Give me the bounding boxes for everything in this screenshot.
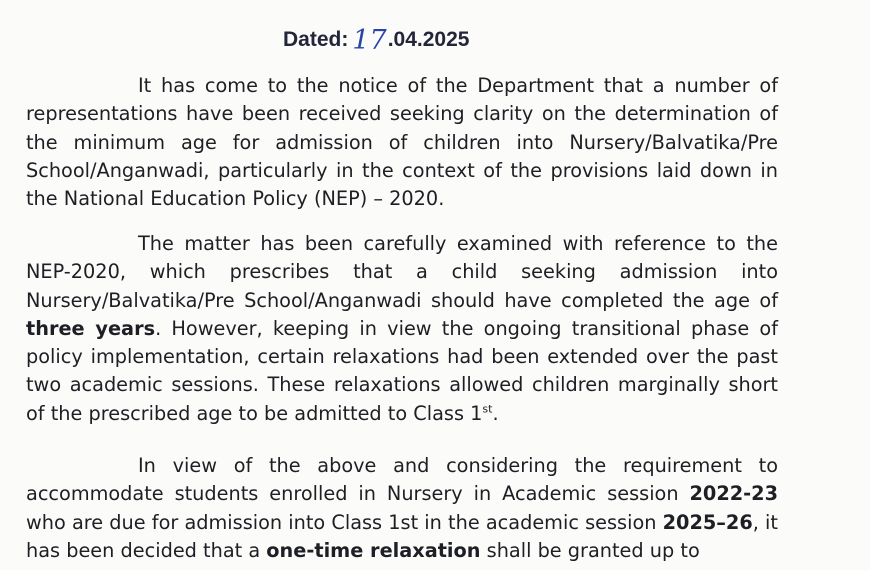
- paragraph3-bold-session-2022: 2022-23: [689, 482, 778, 506]
- date-line: [283, 22, 470, 56]
- paragraph2-part3: .: [492, 401, 499, 425]
- paragraph2-part1: The matter has been carefully examined with reference to the NEP-2020, which prescribes that a child seeking admission into Nursery/Balvatika/Pre School/Anganwadi should have completed the age of: [26, 232, 778, 312]
- paragraph-notice: [26, 72, 778, 213]
- paragraph2-part2: . However, keeping in view the ongoing transitional phase of policy implementation, certain relaxations had been extended over the past two academic sessions. These relaxations allowed children marginally short of the prescribed age to be admitted to Class 1: [26, 316, 778, 425]
- handwritten-day: 17: [352, 25, 387, 56]
- paragraph2-bold-three-years: three years: [26, 316, 156, 340]
- paragraph3-bold-one-time-relaxation: one-time relaxation: [266, 538, 481, 562]
- paragraph3-part4: shall be granted up to: [480, 538, 700, 562]
- paragraph3-part3: , it has been decided that a: [26, 510, 778, 562]
- paragraph-examination: [26, 230, 778, 428]
- paragraph3-part2: who are due for admission into Class 1st in the academic session: [26, 510, 663, 534]
- paragraph3-bold-session-2025: 2025–26: [662, 510, 753, 534]
- dated-label: Dated:: [283, 28, 349, 51]
- paragraph-decision: [26, 452, 778, 565]
- dated-month-year: .04.2025: [387, 28, 470, 51]
- paragraph1-text: It has come to the notice of the Department that a number of representations have been received seeking clarity on the determination of the minimum age for admission of children into Nursery/Balvatika/Pre School/Anganwadi, particularly in the context of the provisions laid down in the National Education Policy (NEP) – 2020.: [26, 74, 778, 211]
- paragraph2-superscript: st: [482, 402, 493, 416]
- paragraph3-part1: In view of the above and considering the requirement to accommodate students enrolled in Nursery in Academic session: [26, 454, 778, 506]
